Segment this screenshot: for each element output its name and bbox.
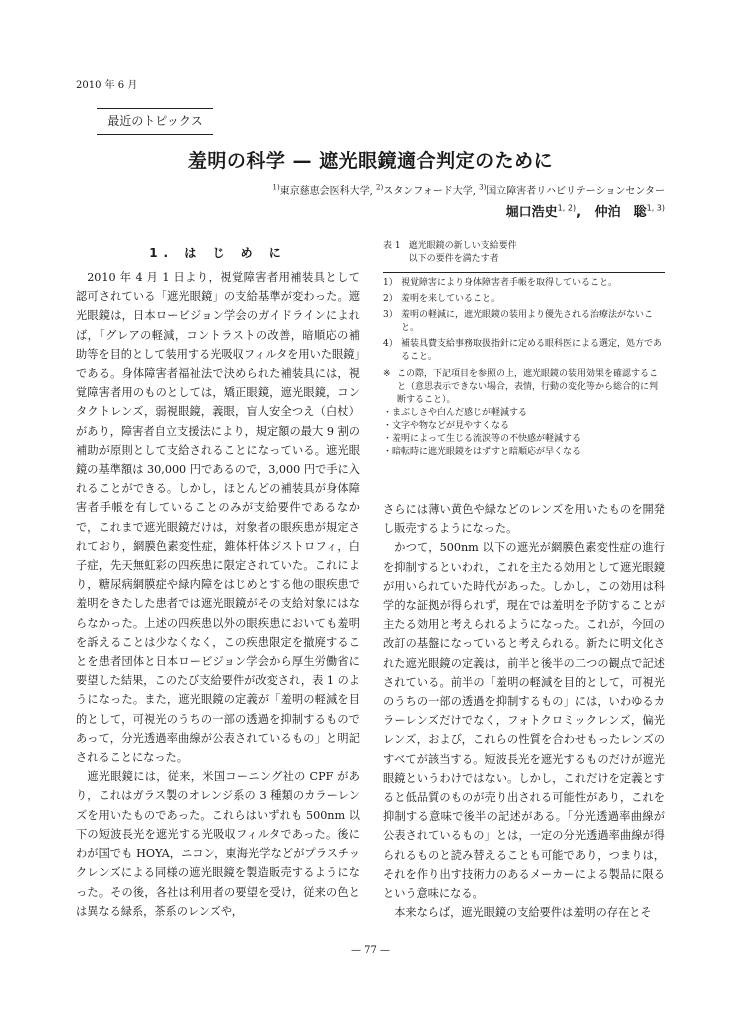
table-1 [383,240,665,459]
note-text: この際，下記項目を参照の上，遮光眼鏡の装用効果を確認すること（意思表示できない場合，表情，行動の変化等から総合的に判断すること）。 [397,369,659,405]
page-number: — 77 — [350,945,391,956]
table-row [383,277,665,290]
article-title: 羞明の科学 — 遮光眼鏡適合判定のために [187,150,554,172]
note-bullet: ・文字や物などが見やすくなる [383,421,510,431]
table-caption-label: 表 1 [383,241,401,251]
affiliation-name: スタンフォード大学, [383,186,476,197]
requirement-text: 羞明の軽減に，遮光眼鏡の装用より優先される治療法がないこと。 [401,310,654,333]
requirement-number: 4） [383,339,398,349]
author-separator: , [576,205,591,220]
table-rule [383,272,665,273]
table-caption-line: 以下の要件を満たす者 [408,254,499,264]
affiliation-sup: 1) [272,183,280,192]
requirement-number: 1） [383,278,398,288]
requirement-number: 3） [383,310,398,320]
author-list [506,201,665,220]
body-paragraph: 本来ならば，遮光眼鏡の支給要件は羞明の存在とそ [394,906,652,920]
issue-date: 2010 年 6 月 [76,80,138,91]
note-bullet: ・羞明によって生じる流涙等の不快感が軽減する [383,434,582,444]
table-caption [383,240,665,266]
requirement-text: 羞明を来していること。 [401,294,501,304]
body-paragraph: 遮光眼鏡には，従来，米国コーニング社の CPF があり，これはガラス製のオレンジ系の 3 種類のカラーレンズを用いたものであった。これらはいずれも 500nm 以下の短波長光を遮光する光吸収フィルタであった。後にわが国でも HOYA，ニコン，東海光学などがプラスチックレンズによる同様の遮光眼鏡を製造販売するようになった。その後，各社は利用者の要望を受け，従来の色とは異なる緑系，茶系のレンズや， [76,770,360,918]
note-bullet: ・まぶしさや白んだ感じが軽減する [383,408,528,418]
author-name: 仲泊 聡 [594,205,647,220]
author-sup: 1, 3) [646,203,665,213]
requirement-number: 2） [383,294,398,304]
body-paragraph: かつて，500nm 以下の遮光が網膜色素変性症の進行を抑制するといわれ，これを主たる効用として遮光眼鏡が用いられていた時代があった。しかし，この効用は科学的な証拠が得られず，現在では羞明を予防することが主たる効用と考えられるようになった。これが，今回の改訂の基盤になっていると考えられる。新たに明文化された遮光眼鏡の定義は，前半と後半の二つの観点で記述されている。前半の「羞明の軽減を目的として，可視光のうちの一部の透過を抑制するもの」には，いわゆるカラーレンズだけでなく，フォトクロミックレンズ，偏光レンズ，および，これらの性質を合わせもったレンズのすべてが該当する。短波長光を遮光するものだけが遮光眼鏡というわけではない。しかし，これだけを定義とすると低品質のものが売り出される可能性があり，これを抑制する意味で後半の記述がある。「分光透過率曲線が公表されているもの」とは，一定の分光透過率曲線が得られるものと読み替えることも可能であり，つまりは，それを作り出す技術力のあるメーカーによる製品に限るという意味になる。 [383,541,665,901]
affiliations [272,182,665,197]
table-row [383,293,665,306]
body-paragraph: 2010 年 4 月 1 日より，視覚障害者用補装具として認可されている「遮光眼鏡」の支給基準が変わった。遮光眼鏡は，日本ロービジョン学会のガイドラインによれば，「グレアの軽減，コントラストの改善，暗順応の補助等を目的として装用する光吸収フィルタを用いた眼鏡」である。身体障害者福祉法で決められた補装具には，視覚障害者用のものとしては，矯正眼鏡，遮光眼鏡，コンタクトレンズ，弱視眼鏡，義眼，盲人安全つえ（白杖）があり，障害者自立支援法により，規定額の最大 9 割の補助が原則として支給されることになっている。遮光眼鏡の基準額は 30,000 円であるので，3,000 円で手に入れることができる。しかし，ほとんどの補装具が身体障害者手帳を有していることのみが支給要件であるなかで，これまで遮光眼鏡だけは，対象者の眼疾患が規定されており，網膜色素変性症，錐体杆体ジストロフィ，白子症，先天無虹彩の四疾患に限定されていた。これにより，糖尿病網膜症や緑内障をはじめとする他の眼疾患で羞明をきたした患者では遮光眼鏡がその支給対象にはならなかった。上述の四疾患以外の眼疾患においても羞明を訴えることは少なくなく，この疾患限定を撤廃することを患者団体と日本ロービジョン学会から厚生労働省に要望した結果，このたび支給要件が改変され，表 1 のようになった。また，遮光眼鏡の定義が「羞明の軽減を目的として，可視光のうちの一部の透過を抑制するものであって，分光透過率曲線が公表されているもの」と明記されることになった。 [76,271,360,765]
column-left [76,268,360,921]
requirement-text: 補装具費支給事務取扱指針に定める眼科医による選定，処方であること。 [401,339,663,362]
affiliation-name: 東京慈恵会医科大学, [279,186,373,197]
affiliation-name: 国立障害者リハビリテーションセンター [486,186,665,197]
table-note [383,368,665,459]
table-caption-line: 遮光眼鏡の新しい支給要件 [408,241,517,251]
requirement-text: 視覚障害により身体障害者手帳を取得していること。 [401,278,618,288]
section-label: 最近のトピックス [97,108,213,135]
affiliation-sup: 3) [479,183,487,192]
table-row [383,309,665,335]
author-name: 堀口浩史 [505,205,558,220]
column-right [383,500,665,922]
author-sup: 1, 2) [557,203,577,213]
body-paragraph: さらには薄い黄色や緑などのレンズを用いたものを開発し販売するようになった。 [383,503,665,536]
note-mark: ※ [383,369,391,379]
table-row [383,338,665,364]
section-heading: 1. は じ め に [149,246,287,260]
note-bullet: ・暗転時に遮光眼鏡をはずすと暗順応が早くなる [383,447,582,457]
affiliation-sup: 2) [376,183,384,192]
